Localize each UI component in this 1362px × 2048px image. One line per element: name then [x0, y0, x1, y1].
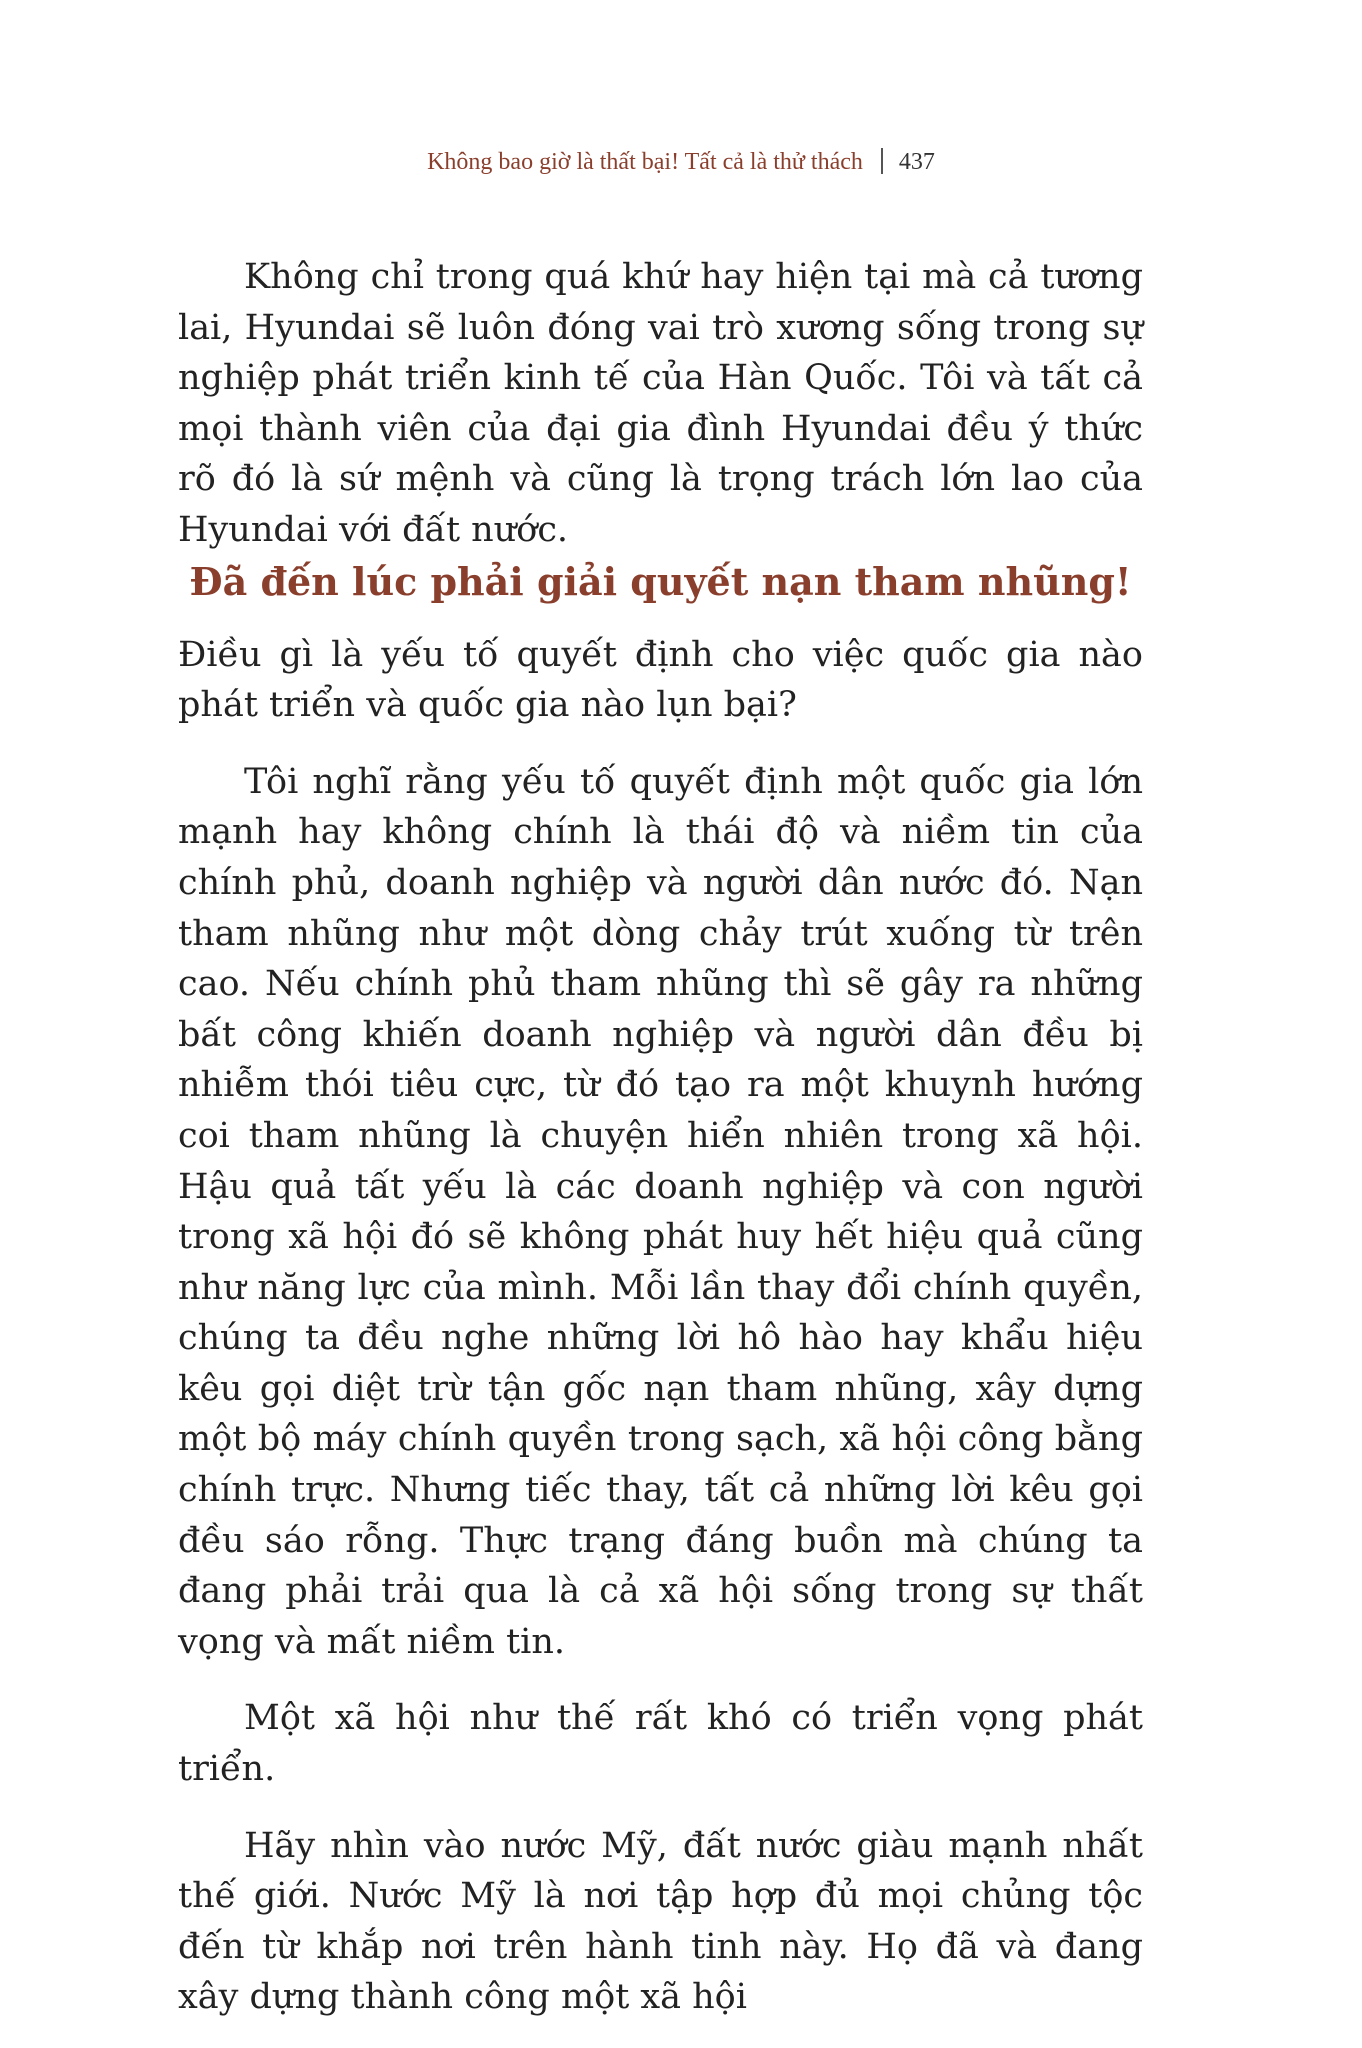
paragraph-2: Điều gì là yếu tố quyết định cho việc quốc gia nào phát triển và quốc gia nào lụn bại?: [178, 634, 1143, 726]
section-heading: Đã đến lúc phải giải quyết nạn tham nhũng!: [189, 558, 1132, 604]
running-header: [0, 148, 1362, 176]
header-divider: [881, 148, 883, 174]
running-title: Không bao giờ là thất bại! Tất cả là thử thách: [427, 149, 863, 175]
paragraph-1: Không chỉ trong quá khứ hay hiện tại mà cả tương lai, Hyundai sẽ luôn đóng vai trò xương sống trong sự nghiệp phát triển kinh tế của Hàn Quốc. Tôi và tất cả mọi thành viên của đại gia đình Hyundai đều ý thức rõ đó là sứ mệnh và cũng là trọng trách lớn lao của Hyundai với đất nước.: [178, 257, 1143, 550]
paragraph-3: Tôi nghĩ rằng yếu tố quyết định một quốc gia lớn mạnh hay không chính là thái độ và niềm tin của chính phủ, doanh nghiệp và người dân nước đó. Nạn tham nhũng như một dòng chảy trút xuống từ trên cao. Nếu chính phủ tham nhũng thì sẽ gây ra những bất công khiến doanh nghiệp và người dân đều bị nhiễm thói tiêu cực, từ đó tạo ra một khuynh hướng coi tham nhũng là chuyện hiển nhiên trong xã hội. Hậu quả tất yếu là các doanh nghiệp và con người trong xã hội đó sẽ không phát huy hết hiệu quả cũng như năng lực của mình. Mỗi lần thay đổi chính quyền, chúng ta đều nghe những lời hô hào hay khẩu hiệu kêu gọi diệt trừ tận gốc nạn tham nhũng, xây dựng một bộ máy chính quyền trong sạch, xã hội công bằng chính trực. Nhưng tiếc thay, tất cả những lời kêu gọi đều sáo rỗng. Thực trạng đáng buồn mà chúng ta đang phải trải qua là cả xã hội sống trong sự thất vọng và mất niềm tin.: [178, 761, 1143, 1662]
paragraph-5: Hãy nhìn vào nước Mỹ, đất nước giàu mạnh nhất thế giới. Nước Mỹ là nơi tập hợp đủ mọi chủng tộc đến từ khắp nơi trên hành tinh này. Họ đã và đang xây dựng thành công một xã hội: [178, 1825, 1143, 2018]
paragraph-4: Một xã hội như thế rất khó có triển vọng phát triển.: [178, 1698, 1143, 1790]
page-body: [178, 252, 1143, 2023]
page-number: 437: [898, 149, 935, 175]
